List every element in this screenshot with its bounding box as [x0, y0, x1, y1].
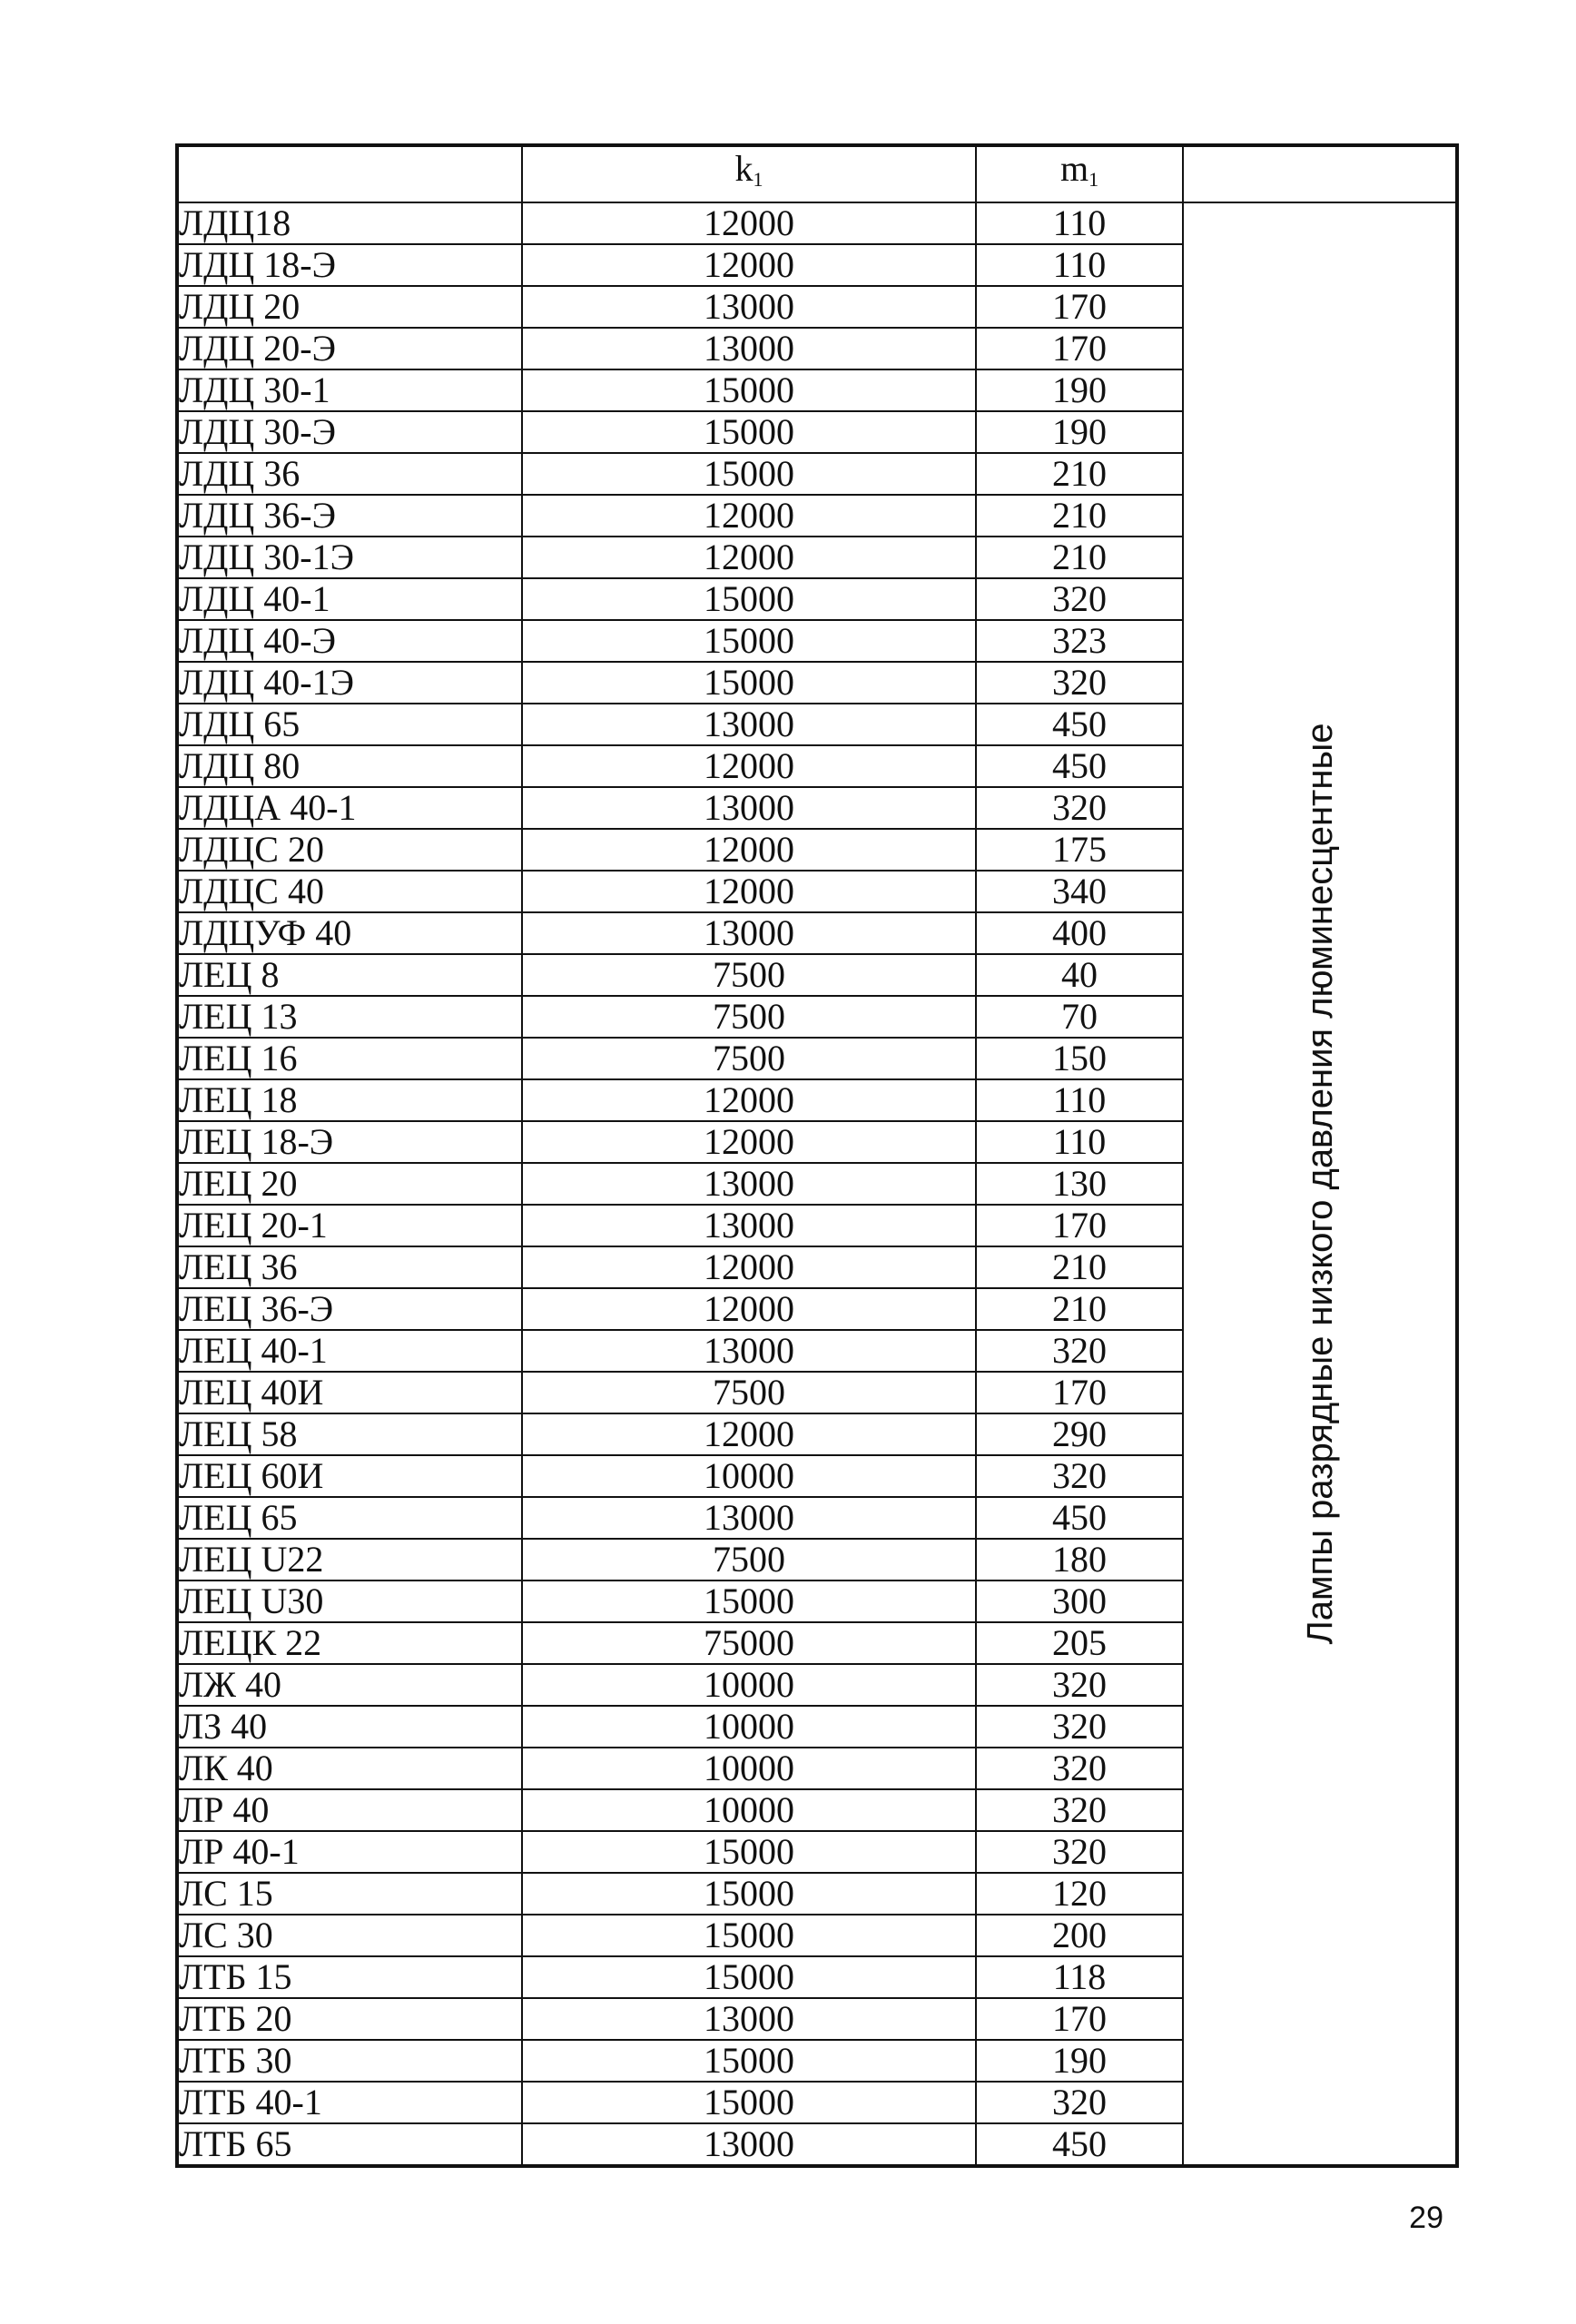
lamp-name-cell: ЛЖ 40 [177, 1664, 522, 1706]
m1-value-cell: 210 [976, 453, 1183, 495]
lamp-name-cell: ЛЕЦ 18 [177, 1079, 522, 1121]
m1-value-cell: 320 [976, 1664, 1183, 1706]
lamp-name-cell: ЛЕЦК 22 [177, 1622, 522, 1664]
header-m1-base: m [1059, 148, 1089, 189]
m1-value-cell: 180 [976, 1539, 1183, 1581]
m1-value-cell: 130 [976, 1163, 1183, 1205]
m1-value-cell: 320 [976, 2082, 1183, 2123]
k1-value-cell: 10000 [522, 1706, 976, 1748]
lamp-name-cell: ЛТБ 65 [177, 2123, 522, 2166]
k1-value-cell: 12000 [522, 244, 976, 286]
m1-value-cell: 320 [976, 1748, 1183, 1789]
lamp-name-cell: ЛЕЦ 18-Э [177, 1121, 522, 1163]
lamp-parameters-table [175, 143, 1459, 2168]
m1-value-cell: 300 [976, 1581, 1183, 1622]
k1-value-cell: 15000 [522, 662, 976, 704]
header-m1 [976, 145, 1183, 202]
lamp-name-cell: ЛЕЦ 40И [177, 1372, 522, 1413]
m1-value-cell: 210 [976, 537, 1183, 578]
header-m1-sub: 1 [1088, 168, 1099, 191]
lamp-name-cell: ЛДЦ 65 [177, 704, 522, 745]
k1-value-cell: 10000 [522, 1748, 976, 1789]
group-cell [1183, 202, 1457, 2166]
lamp-name-cell: ЛК 40 [177, 1748, 522, 1789]
m1-value-cell: 118 [976, 1956, 1183, 1998]
m1-value-cell: 120 [976, 1873, 1183, 1915]
m1-value-cell: 320 [976, 1706, 1183, 1748]
lamp-name-cell: ЛДЦ 36-Э [177, 495, 522, 537]
m1-value-cell: 70 [976, 996, 1183, 1038]
m1-value-cell: 320 [976, 787, 1183, 829]
lamp-name-cell: ЛДЦ 30-Э [177, 411, 522, 453]
lamp-name-cell: ЛЕЦ 58 [177, 1413, 522, 1455]
lamp-name-cell: ЛЕЦ U22 [177, 1539, 522, 1581]
m1-value-cell: 320 [976, 1831, 1183, 1873]
m1-value-cell: 450 [976, 1497, 1183, 1539]
k1-value-cell: 12000 [522, 202, 976, 244]
table-header-row [177, 145, 1457, 202]
k1-value-cell: 12000 [522, 829, 976, 871]
lamp-name-cell: ЛДЦ 80 [177, 745, 522, 787]
group-label: Лампы разрядные низкого давления люминесцентные [1299, 723, 1340, 1645]
m1-value-cell: 450 [976, 745, 1183, 787]
header-k1-base: k [734, 148, 754, 189]
m1-value-cell: 110 [976, 1121, 1183, 1163]
k1-value-cell: 15000 [522, 2082, 976, 2123]
k1-value-cell: 10000 [522, 1664, 976, 1706]
k1-value-cell: 15000 [522, 2040, 976, 2082]
k1-value-cell: 12000 [522, 1121, 976, 1163]
m1-value-cell: 400 [976, 912, 1183, 954]
lamp-name-cell: ЛЕЦ 20-1 [177, 1205, 522, 1246]
lamp-name-cell: ЛЕЦ 36-Э [177, 1288, 522, 1330]
m1-value-cell: 190 [976, 411, 1183, 453]
k1-value-cell: 12000 [522, 1079, 976, 1121]
m1-value-cell: 170 [976, 286, 1183, 328]
table-body [177, 202, 1457, 2166]
k1-value-cell: 15000 [522, 620, 976, 662]
m1-value-cell: 450 [976, 2123, 1183, 2166]
k1-value-cell: 13000 [522, 704, 976, 745]
m1-value-cell: 110 [976, 1079, 1183, 1121]
k1-value-cell: 13000 [522, 787, 976, 829]
m1-value-cell: 205 [976, 1622, 1183, 1664]
lamp-name-cell: ЛТБ 15 [177, 1956, 522, 1998]
lamp-name-cell: ЛДЦ 30-1 [177, 369, 522, 411]
lamp-name-cell: ЛТБ 30 [177, 2040, 522, 2082]
m1-value-cell: 210 [976, 495, 1183, 537]
lamp-name-cell: ЛДЦ 20 [177, 286, 522, 328]
m1-value-cell: 210 [976, 1288, 1183, 1330]
k1-value-cell: 15000 [522, 453, 976, 495]
k1-value-cell: 15000 [522, 1915, 976, 1956]
lamp-name-cell: ЛДЦ 18-Э [177, 244, 522, 286]
header-k1 [522, 145, 976, 202]
m1-value-cell: 175 [976, 829, 1183, 871]
k1-value-cell: 15000 [522, 1581, 976, 1622]
m1-value-cell: 170 [976, 1998, 1183, 2040]
lamp-name-cell: ЛЕЦ 13 [177, 996, 522, 1038]
k1-value-cell: 15000 [522, 369, 976, 411]
lamp-name-cell: ЛР 40-1 [177, 1831, 522, 1873]
m1-value-cell: 320 [976, 578, 1183, 620]
lamp-name-cell: ЛДЦ18 [177, 202, 522, 244]
k1-value-cell: 12000 [522, 537, 976, 578]
header-k1-sub: 1 [753, 168, 763, 191]
lamp-name-cell: ЛДЦ 20-Э [177, 328, 522, 369]
k1-value-cell: 13000 [522, 1205, 976, 1246]
m1-value-cell: 190 [976, 369, 1183, 411]
m1-value-cell: 190 [976, 2040, 1183, 2082]
k1-value-cell: 13000 [522, 912, 976, 954]
k1-value-cell: 15000 [522, 578, 976, 620]
table-row [177, 202, 1457, 244]
lamp-name-cell: ЛДЦУФ 40 [177, 912, 522, 954]
lamp-name-cell: ЛЕЦ 65 [177, 1497, 522, 1539]
k1-value-cell: 15000 [522, 1956, 976, 1998]
k1-value-cell: 12000 [522, 1288, 976, 1330]
m1-value-cell: 150 [976, 1038, 1183, 1079]
k1-value-cell: 7500 [522, 1539, 976, 1581]
k1-value-cell: 12000 [522, 1413, 976, 1455]
m1-value-cell: 170 [976, 1372, 1183, 1413]
lamp-name-cell: ЛС 30 [177, 1915, 522, 1956]
m1-value-cell: 323 [976, 620, 1183, 662]
header-name-cell [177, 145, 522, 202]
k1-value-cell: 7500 [522, 996, 976, 1038]
lamp-name-cell: ЛЕЦ 16 [177, 1038, 522, 1079]
k1-value-cell: 7500 [522, 1038, 976, 1079]
lamp-name-cell: ЛЕЦ 60И [177, 1455, 522, 1497]
m1-value-cell: 40 [976, 954, 1183, 996]
k1-value-cell: 15000 [522, 411, 976, 453]
m1-value-cell: 320 [976, 1455, 1183, 1497]
lamp-name-cell: ЛДЦС 40 [177, 871, 522, 912]
k1-value-cell: 13000 [522, 286, 976, 328]
lamp-name-cell: ЛЕЦ U30 [177, 1581, 522, 1622]
k1-value-cell: 13000 [522, 1998, 976, 2040]
page-number: 29 [1409, 2201, 1443, 2235]
k1-value-cell: 12000 [522, 1246, 976, 1288]
lamp-name-cell: ЛТБ 40-1 [177, 2082, 522, 2123]
lamp-name-cell: ЛЕЦ 20 [177, 1163, 522, 1205]
m1-value-cell: 320 [976, 1789, 1183, 1831]
m1-value-cell: 170 [976, 328, 1183, 369]
k1-value-cell: 10000 [522, 1789, 976, 1831]
m1-value-cell: 320 [976, 662, 1183, 704]
lamp-name-cell: ЛДЦ 40-1 [177, 578, 522, 620]
m1-value-cell: 290 [976, 1413, 1183, 1455]
m1-value-cell: 320 [976, 1330, 1183, 1372]
k1-value-cell: 13000 [522, 1330, 976, 1372]
k1-value-cell: 12000 [522, 871, 976, 912]
k1-value-cell: 7500 [522, 1372, 976, 1413]
k1-value-cell: 13000 [522, 2123, 976, 2166]
lamp-name-cell: ЛЕЦ 8 [177, 954, 522, 996]
lamp-name-cell: ЛДЦ 40-Э [177, 620, 522, 662]
k1-value-cell: 15000 [522, 1831, 976, 1873]
lamp-name-cell: ЛЗ 40 [177, 1706, 522, 1748]
k1-value-cell: 15000 [522, 1873, 976, 1915]
header-group-cell [1183, 145, 1457, 202]
k1-value-cell: 75000 [522, 1622, 976, 1664]
k1-value-cell: 10000 [522, 1455, 976, 1497]
lamp-name-cell: ЛДЦА 40-1 [177, 787, 522, 829]
m1-value-cell: 200 [976, 1915, 1183, 1956]
m1-value-cell: 170 [976, 1205, 1183, 1246]
lamp-name-cell: ЛДЦ 30-1Э [177, 537, 522, 578]
m1-value-cell: 110 [976, 244, 1183, 286]
m1-value-cell: 210 [976, 1246, 1183, 1288]
lamp-name-cell: ЛДЦ 36 [177, 453, 522, 495]
k1-value-cell: 12000 [522, 745, 976, 787]
lamp-name-cell: ЛЕЦ 36 [177, 1246, 522, 1288]
lamp-name-cell: ЛС 15 [177, 1873, 522, 1915]
lamp-name-cell: ЛР 40 [177, 1789, 522, 1831]
m1-value-cell: 110 [976, 202, 1183, 244]
k1-value-cell: 7500 [522, 954, 976, 996]
k1-value-cell: 13000 [522, 1497, 976, 1539]
k1-value-cell: 13000 [522, 328, 976, 369]
k1-value-cell: 12000 [522, 495, 976, 537]
lamp-name-cell: ЛДЦ 40-1Э [177, 662, 522, 704]
lamp-name-cell: ЛДЦС 20 [177, 829, 522, 871]
lamp-name-cell: ЛТБ 20 [177, 1998, 522, 2040]
k1-value-cell: 13000 [522, 1163, 976, 1205]
m1-value-cell: 340 [976, 871, 1183, 912]
m1-value-cell: 450 [976, 704, 1183, 745]
lamp-name-cell: ЛЕЦ 40-1 [177, 1330, 522, 1372]
